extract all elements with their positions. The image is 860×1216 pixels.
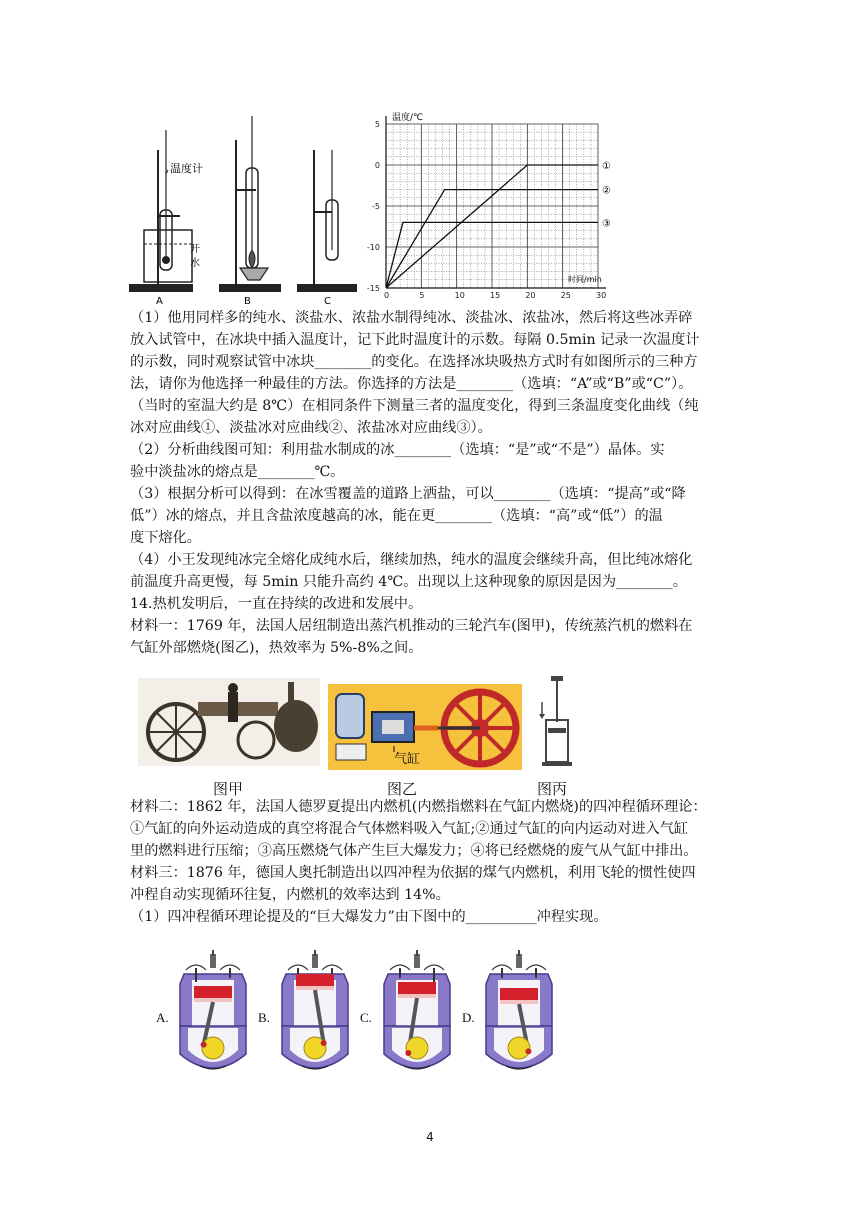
text-line: 的示数，同时观察试管中冰块________的变化。在选择冰块吸热方式时有如图所示的三种方 bbox=[130, 354, 698, 370]
engine-diagram-d bbox=[486, 950, 552, 1069]
apparatus-figure bbox=[128, 110, 360, 306]
text-line: 14.热机发明后，一直在持续的改进和发展中。 bbox=[130, 596, 423, 612]
x-tick-label: 25 bbox=[560, 291, 571, 300]
steam-engine-diagram bbox=[328, 684, 522, 770]
y-tick-label: -15 bbox=[366, 284, 380, 293]
series-label-1: ① bbox=[602, 161, 611, 172]
chart-xlabel: 时间/min bbox=[568, 275, 602, 284]
temperature-chart bbox=[362, 110, 622, 306]
text-line: 材料三：1876 年，德国人奥托制造出以四冲程为依据的煤气内燃机，利用飞轮的惯性使四 bbox=[130, 865, 696, 881]
text-line: （1）他用同样多的纯水、淡盐水、浓盐水制得纯冰、淡盐冰、浓盐冰，然后将这些冰弄碎 bbox=[130, 310, 693, 326]
series-label-2: ② bbox=[602, 185, 611, 197]
text-line: （2）分析曲线图可知：利用盐水制成的冰________（选填：“是”或“不是”）晶体。实 bbox=[130, 442, 665, 458]
text-line: （当时的室温大约是 8℃）在相同条件下测量三者的温度变化，得到三条温度变化曲线（纯 bbox=[130, 398, 699, 414]
fig-label-yi: 图乙 bbox=[387, 780, 418, 798]
text-line: 气缸外部燃烧(图乙)，热效率为 5%-8%之间。 bbox=[130, 640, 423, 656]
text-line: 里的燃料进行压缩；③高压燃烧气体产生巨大爆发力；④将已经燃烧的废气从气缸中排出。 bbox=[130, 843, 698, 859]
text-line: 前温度升高更慢，每 5min 只能升高约 4℃。出现以上这种现象的原因是因为________。 bbox=[130, 574, 687, 590]
apparatus-label-b: B bbox=[244, 296, 251, 306]
x-tick-label: 10 bbox=[454, 291, 465, 300]
x-tick-label: 30 bbox=[596, 291, 607, 300]
text-line: （3）根据分析可以得到：在冰雪覆盖的道路上洒盐，可以________（选填：“提高”或“降 bbox=[130, 486, 686, 502]
text-line: 度下熔化。 bbox=[130, 530, 201, 546]
engine-photos-figure bbox=[138, 672, 578, 772]
text-line: 验中淡盐冰的熔点是________℃。 bbox=[130, 464, 345, 480]
y-tick-label: -5 bbox=[372, 202, 380, 211]
option-a-label: A. bbox=[156, 1010, 169, 1025]
text-line: 法，请你为他选择一种最佳的方法。你选择的方法是________（选填：“A”或“B”或“C”）。 bbox=[130, 376, 693, 392]
text-line: （1）四冲程循环理论提及的“巨大爆发力”由下图中的__________冲程实现。 bbox=[130, 909, 608, 925]
series-label-3: ③ bbox=[602, 218, 611, 230]
x-tick-label: 5 bbox=[419, 291, 425, 300]
chart-grid bbox=[386, 124, 598, 288]
piston-syringe-image bbox=[539, 676, 572, 766]
apparatus-a bbox=[130, 130, 192, 291]
chart-axes bbox=[386, 116, 606, 288]
fig-label-bing: 图丙 bbox=[537, 780, 568, 798]
fig-label-jia: 图甲 bbox=[213, 780, 244, 798]
chart-series bbox=[386, 161, 611, 288]
apparatus-b bbox=[220, 116, 280, 291]
page-number: 4 bbox=[426, 1130, 434, 1144]
text-line: 低”）冰的熔点，并且含盐浓度越高的冰，能在更________（选填：“高”或“低”）的温 bbox=[130, 508, 663, 524]
text-line: 冰对应曲线①、淡盐冰对应曲线②、浓盐冰对应曲线③）。 bbox=[130, 420, 492, 436]
apparatus-label-c: C bbox=[324, 296, 331, 306]
text-line: （4）小王发现纯冰完全熔化成纯水后，继续加热，纯水的温度会继续升高，但比纯冰熔化 bbox=[130, 552, 693, 568]
cylinder-label: 气缸 bbox=[394, 752, 421, 767]
boiling-water-label-1: 开 bbox=[190, 244, 200, 255]
text-line: 冲程自动实现循环往复，内燃机的效率达到 14%。 bbox=[130, 887, 450, 903]
engine-diagram-a bbox=[180, 950, 246, 1069]
x-tick-label: 15 bbox=[490, 291, 501, 300]
text-line: 材料一：1769 年，法国人居纽制造出蒸汽机推动的三轮汽车(图甲)，传统蒸汽机的燃料在 bbox=[130, 618, 693, 634]
text-line: ①气缸的向外运动造成的真空将混合气体燃料吸入气缸;②通过气缸的向内运动对进入气缸 bbox=[130, 821, 689, 837]
engine-diagram-c bbox=[384, 950, 450, 1069]
text-line: 材料二：1862 年，法国人德罗夏提出内燃机(内燃指燃料在气缸内燃烧)的四冲程循环理论： bbox=[130, 799, 707, 815]
y-tick-label: -10 bbox=[366, 243, 380, 252]
engine-diagram-b bbox=[282, 950, 348, 1069]
option-b-label: B. bbox=[258, 1010, 270, 1025]
boiling-water-label-2: 水 bbox=[190, 258, 200, 269]
apparatus-label-a: A bbox=[156, 296, 163, 306]
steam-carriage-image bbox=[138, 678, 320, 766]
thermometer-label: 温度计 bbox=[170, 162, 203, 175]
y-tick-label: 5 bbox=[374, 120, 380, 129]
text-line: 放入试管中，在冰块中插入温度计，记下此时温度计的示数。每隔 0.5min 记录一次温度计 bbox=[130, 332, 700, 348]
x-tick-label: 0 bbox=[384, 291, 390, 300]
apparatus-c bbox=[298, 150, 356, 291]
option-c-label: C. bbox=[360, 1010, 372, 1025]
option-d-label: D. bbox=[462, 1010, 475, 1025]
y-tick-label: 0 bbox=[374, 161, 380, 170]
chart-ylabel: 温度/℃ bbox=[392, 113, 424, 123]
x-tick-label: 20 bbox=[525, 291, 536, 300]
